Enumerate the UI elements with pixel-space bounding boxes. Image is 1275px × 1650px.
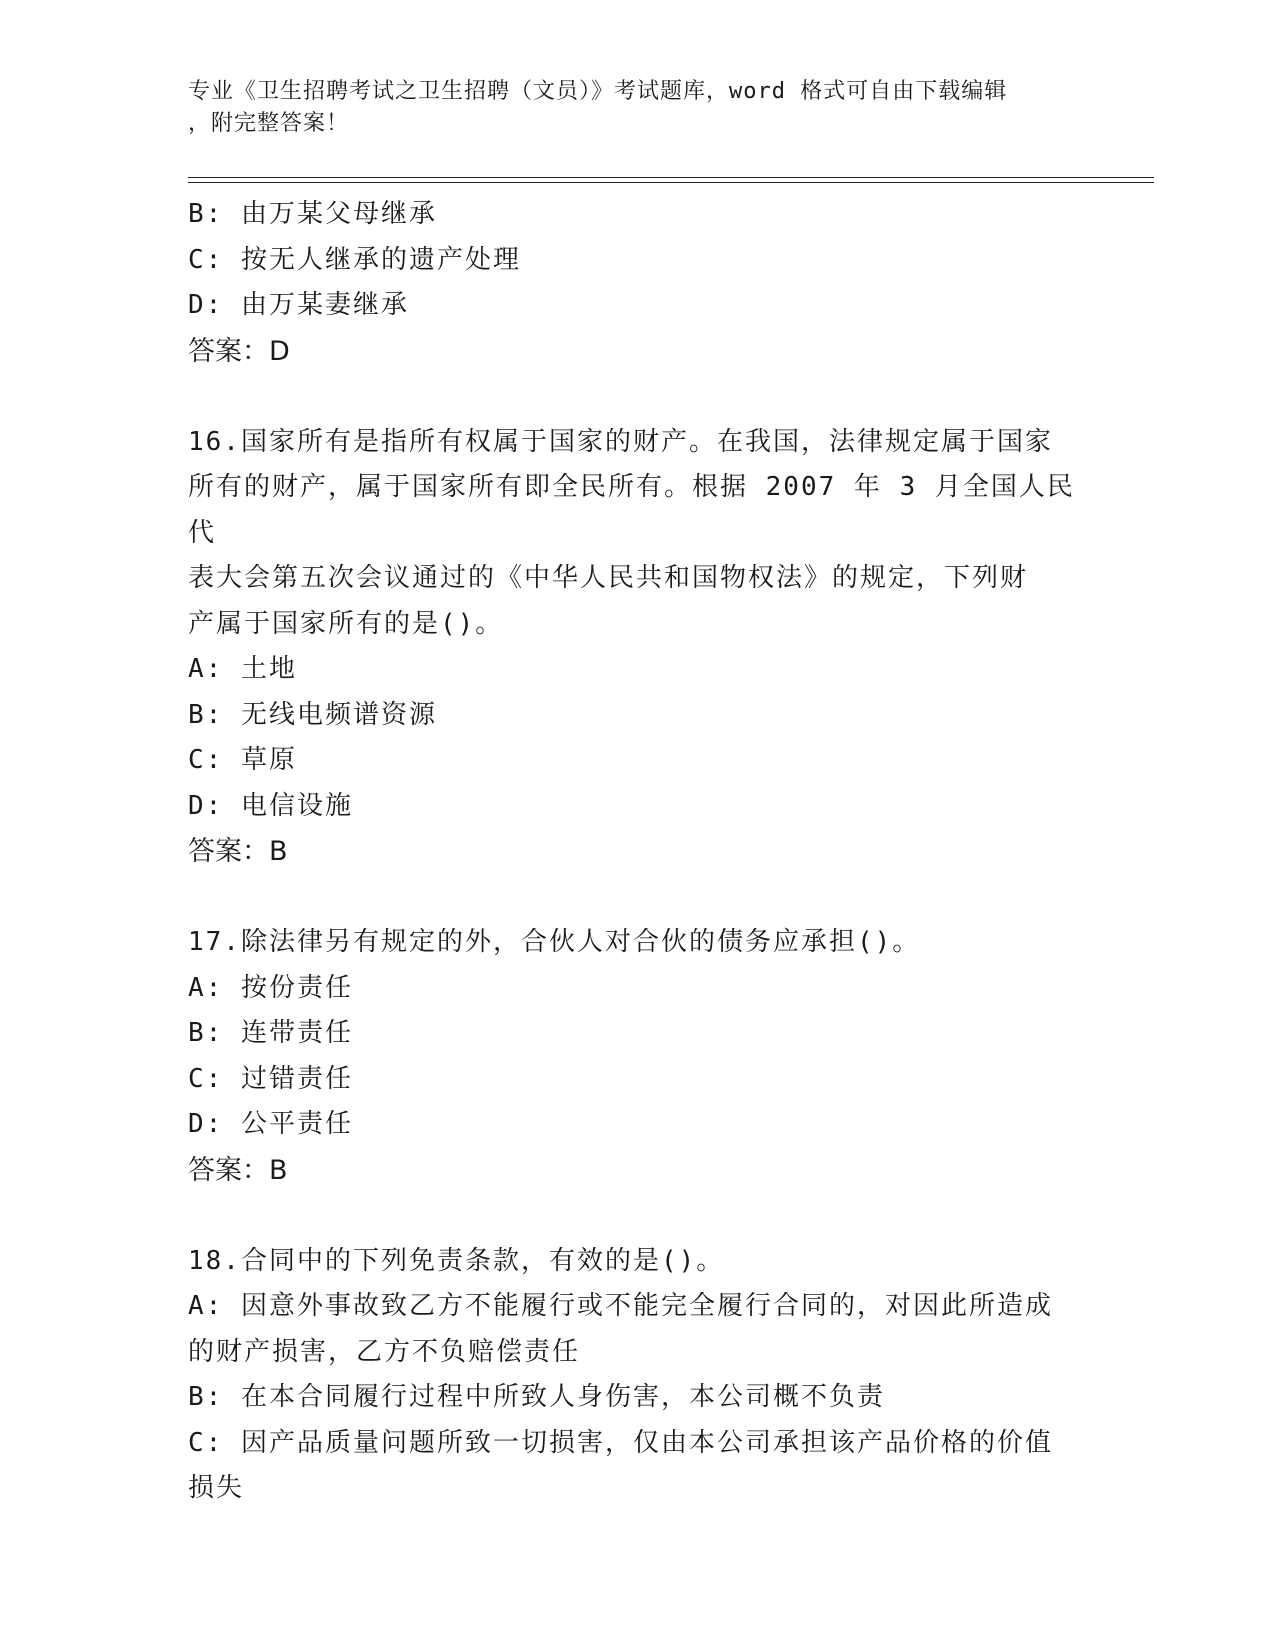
question-17 xyxy=(188,920,1088,1193)
question-stem-line: 16.国家所有是指所有权属于国家的财产。在我国，法律规定属于国家 xyxy=(188,426,1053,457)
option-a-line: 的财产损害，乙方不负赔偿责任 xyxy=(188,1336,581,1367)
option-d: D: 公平责任 xyxy=(188,1109,353,1139)
option-b: B: 连带责任 xyxy=(188,1018,353,1048)
question-stem-line: 产属于国家所有的是()。 xyxy=(188,608,504,639)
question-stem-line: 所有的财产，属于国家所有即全民所有。根据 2007 年 3 月全国人民代 xyxy=(188,472,1075,548)
question-stem-line: 表大会第五次会议通过的《中华人民共和国物权法》的规定，下列财 xyxy=(188,563,1029,593)
question-15-tail xyxy=(188,192,1088,374)
option-a: A: 土地 xyxy=(188,654,297,684)
question-16 xyxy=(188,420,1088,875)
option-b: B: 在本合同履行过程中所致人身伤害，本公司概不负责 xyxy=(188,1382,885,1412)
header-divider-top xyxy=(188,177,1154,178)
option-a: A: 按份责任 xyxy=(188,972,353,1003)
question-stem-line: 17.除法律另有规定的外，合伙人对合伙的债务应承担()。 xyxy=(188,927,921,957)
spacer xyxy=(188,374,1088,420)
option-a-line: A: 因意外事故致乙方不能履行或不能完全履行合同的，对因此所造成 xyxy=(188,1291,1053,1321)
answer-line: 答案：D xyxy=(188,335,290,367)
header-line-1: 专业《卫生招聘考试之卫生招聘（文员）》考试题库，word 格式可自由下载编辑 xyxy=(188,79,1008,104)
spacer xyxy=(188,875,1088,921)
option-b: B: 无线电频谱资源 xyxy=(188,699,437,730)
page-header xyxy=(188,76,1088,140)
option-b: B: 由万某父母继承 xyxy=(188,199,437,229)
option-c: C: 按无人继承的遗产处理 xyxy=(188,244,521,275)
option-d: D: 电信设施 xyxy=(188,790,353,821)
header-divider-bottom xyxy=(188,182,1154,183)
question-18 xyxy=(188,1239,1088,1512)
question-stem-line: 18.合同中的下列免责条款，有效的是()。 xyxy=(188,1245,725,1276)
option-c-line: C: 因产品质量问题所致一切损害，仅由本公司承担该产品价格的价值 xyxy=(188,1427,1053,1458)
question-content xyxy=(188,192,1088,1512)
spacer xyxy=(188,1193,1088,1239)
answer-line: 答案：B xyxy=(188,836,288,867)
option-c: C: 过错责任 xyxy=(188,1063,353,1094)
option-c: C: 草原 xyxy=(188,745,297,775)
answer-line: 答案：B xyxy=(188,1154,288,1186)
header-line-2: ，附完整答案！ xyxy=(188,111,350,136)
option-d: D: 由万某妻继承 xyxy=(188,290,409,320)
option-c-line: 损失 xyxy=(188,1473,245,1503)
